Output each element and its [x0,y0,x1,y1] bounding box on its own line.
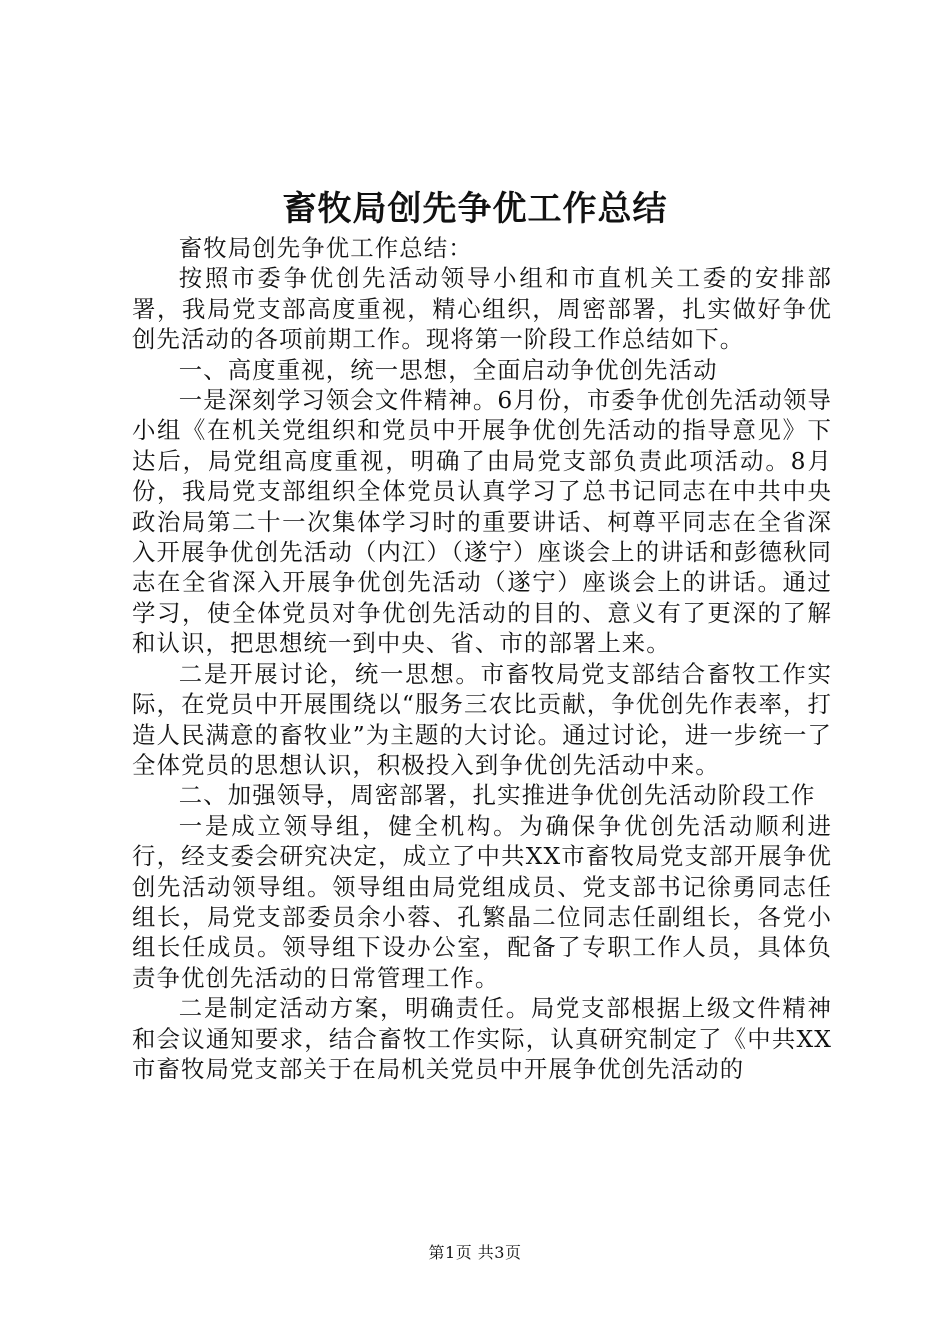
page-footer: 第1页 共3页 [428,1243,522,1262]
section-heading-1: 一、高度重视，统一思想，全面启动争优创先活动 [178,355,718,384]
document-title: 畜牧局创先争优工作总结 [282,189,668,229]
paragraph-overview: 按照市委争优创先活动领导小组和市直机关工委的安排部署，我局党支部高度重视，精心组织，周密部署，扎实做好争优创先活动的各项前期工作。现将第一阶段工作总结如下。 [132,264,832,354]
section-heading-2: 二、加强领导，周密部署，扎实推进争优创先活动阶段工作 [178,781,816,810]
paragraph-leadership-group: 一是成立领导组，健全机构。为确保争优创先活动顺利进行，经支委会研究决定，成立了中共XX市畜牧局党支部开展争优创先活动领导组。领导组由局党组成员、党支部书记徐勇同志任组长，局党支部委员余小蓉、孔繁晶二位同志任副组长，各党小组长任成员。领导组下设办公室，配备了专职工作人员，具体负责争优创先活动的日常管理工作。 [132,811,832,992]
paragraph-study: 一是深刻学习领会文件精神。6月份，市委争优创先活动领导小组《在机关党组织和党员中开展争优创先活动的指导意见》下达后，局党组高度重视，明确了由局党支部负责此项活动。8月份，我局党支部组织全体党员认真学习了总书记同志在中共中央政治局第二十一次集体学习时的重要讲话、柯尊平同志在全省深入开展争优创先活动（内江）（遂宁）座谈会上的讲话和彭德秋同志在全省深入开展争优创先活动（遂宁）座谈会上的讲话。通过学习，使全体党员对争优创先活动的目的、意义有了更深的了解和认识，把思想统一到中央、省、市的部署上来。 [132,386,832,658]
paragraph-activity-plan: 二是制定活动方案，明确责任。局党支部根据上级文件精神和会议通知要求，结合畜牧工作实际，认真研究制定了《中共XX市畜牧局党支部关于在局机关党员中开展争优创先活动的 [132,994,832,1083]
document-body [132,233,832,1084]
paragraph-intro: 畜牧局创先争优工作总结： [178,234,473,262]
paragraph-discussion: 二是开展讨论，统一思想。市畜牧局党支部结合畜牧工作实际，在党员中开展围绕以“服务三农比贡献，争优创先作表率，打造人民满意的畜牧业”为主题的大讨论。通过讨论，进一步统一了全体党员的思想认识，积极投入到争优创先活动中来。 [132,659,832,779]
